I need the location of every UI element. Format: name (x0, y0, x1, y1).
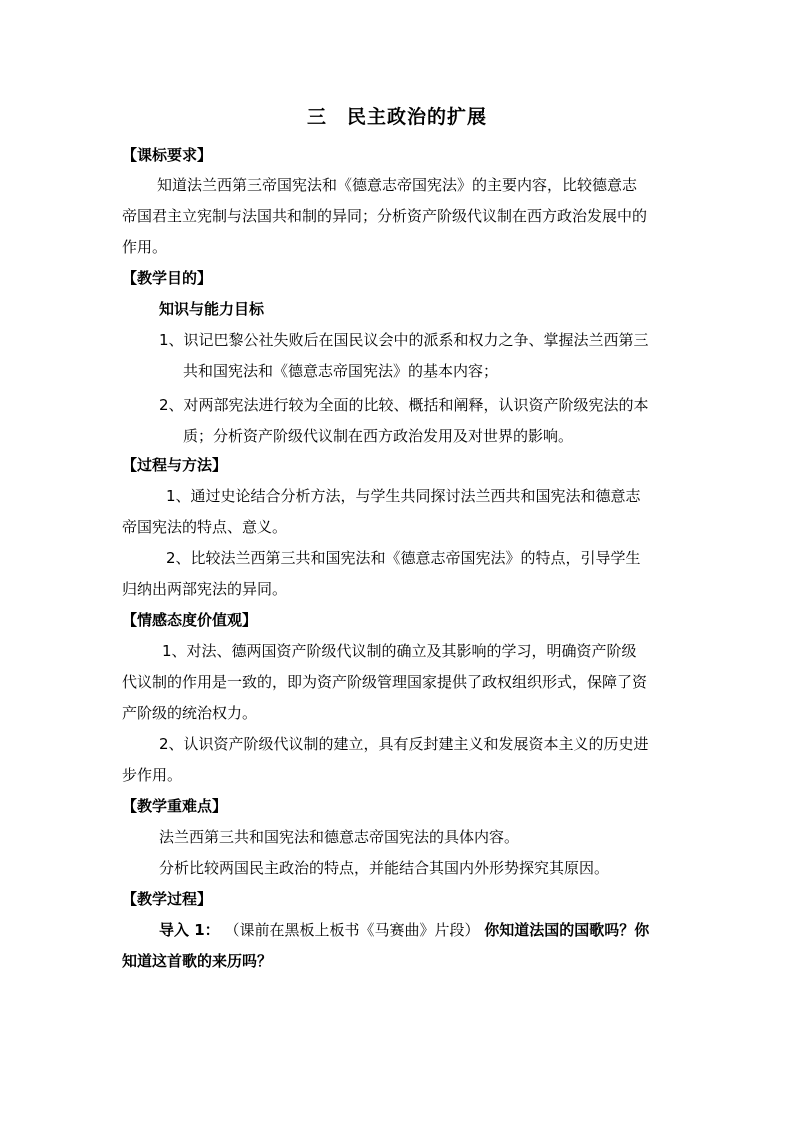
intro-label: 导入 1： (159, 921, 220, 939)
paragraph-line: 归纳出两部宪法的异同。 (122, 580, 288, 598)
paragraph-line: 帝国宪法的特点、意义。 (122, 518, 288, 536)
paragraph-line: 产阶级的统治权力。 (122, 704, 258, 722)
list-item-continued: 共和国宪法和《德意志帝国宪法》的基本内容； (183, 362, 499, 380)
section-heading-process: 【教学过程】 (122, 890, 213, 908)
paragraph-line: 法兰西第三共和国宪法和德意志帝国宪法的具体内容。 (159, 828, 520, 846)
intro-question: 你知道法国的国歌吗？你 (484, 921, 650, 939)
paragraph-line: 代议制的作用是一致的，即为资产阶级管理国家提供了政权组织形式，保障了资 (122, 673, 648, 691)
paragraph-line: 2、比较法兰西第三共和国宪法和《德意志帝国宪法》的特点，引导学生 (166, 549, 641, 567)
section-heading-standards: 【课标要求】 (122, 146, 213, 164)
list-item: 2、对两部宪法进行较为全面的比较、概括和阐释，认识资产阶级宪法的本 (159, 396, 649, 414)
intro-note: （课前在黑板上板书《马赛曲》片段） (224, 921, 480, 939)
paragraph-line: 知道法兰西第三帝国宪法和《德意志帝国宪法》的主要内容，比较德意志 (157, 176, 638, 194)
section-heading-key-points: 【教学重难点】 (122, 797, 228, 815)
paragraph-line: 帝国君主立宪制与法国共和制的异同；分析资产阶级代议制在西方政治发展中的 (122, 207, 648, 225)
subheading-knowledge: 知识与能力目标 (159, 300, 265, 318)
intro-question-continued: 知道这首歌的来历吗？ (122, 952, 273, 970)
page-title: 三 民主政治的扩展 (306, 106, 487, 128)
list-item-continued: 质；分析资产阶级代议制在西方政治发用及对世界的影响。 (183, 427, 574, 445)
section-heading-values: 【情感态度价值观】 (122, 611, 258, 629)
intro-line (159, 920, 649, 940)
paragraph-line: 作用。 (122, 238, 168, 256)
paragraph-line: 分析比较两国民主政治的特点，并能结合其国内外形势探究其原因。 (159, 859, 610, 877)
section-heading-goals: 【教学目的】 (122, 269, 213, 287)
paragraph-line: 1、通过史论结合分析方法，与学生共同探讨法兰西共和国宪法和德意志 (166, 487, 641, 505)
paragraph-line: 1、对法、德两国资产阶级代议制的确立及其影响的学习，明确资产阶级 (162, 642, 637, 660)
paragraph-line: 步作用。 (122, 766, 183, 784)
list-item: 1、识记巴黎公社失败后在国民议会中的派系和权力之争、掌握法兰西第三 (159, 331, 649, 349)
section-heading-methods: 【过程与方法】 (122, 456, 228, 474)
paragraph-line: 2、认识资产阶级代议制的建立，具有反封建主义和发展资本主义的历史进 (159, 735, 649, 753)
